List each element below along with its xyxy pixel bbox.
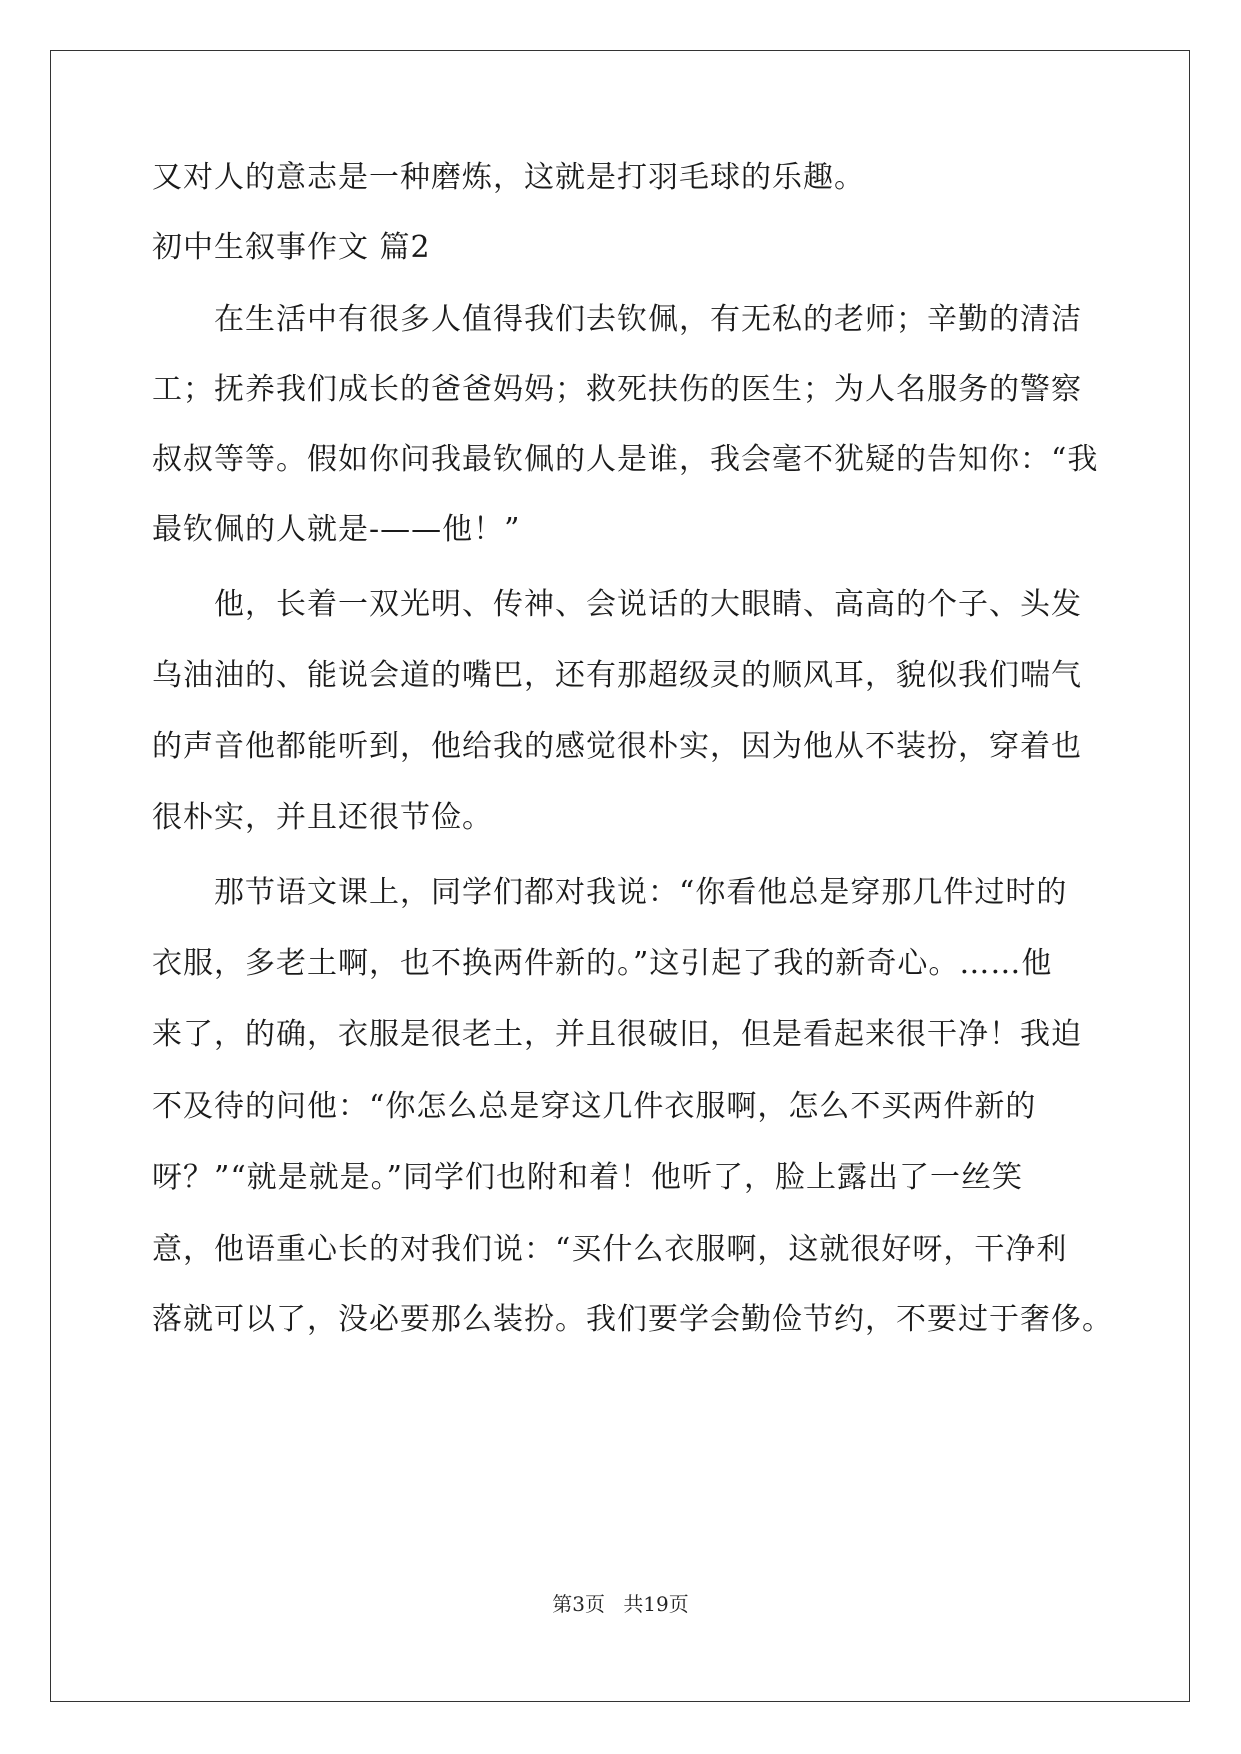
page-footer — [0, 1590, 1241, 1618]
text-line: 来了，的确，衣服是很老土，并且很破旧，但是看起来很干净！我迫 — [152, 1017, 1082, 1052]
text-line: 呀？”“就是就是。”同学们也附和着！他听了，脸上露出了一丝笑 — [152, 1160, 1024, 1195]
section-heading: 初中生叙事作文 篇2 — [152, 230, 431, 265]
text-line: 很朴实，并且还很节俭。 — [152, 800, 493, 835]
text-line: 的声音他都能听到，他给我的感觉很朴实，因为他从不装扮，穿着也 — [152, 729, 1082, 764]
text-line: 又对人的意志是一种磨炼，这就是打羽毛球的乐趣。 — [152, 160, 865, 195]
page-total: 共19页 — [623, 1592, 689, 1616]
text-line: 衣服，多老土啊，也不换两件新的。”这引起了我的新奇心。……他 — [152, 946, 1053, 981]
text-line: 叔叔等等。假如你问我最钦佩的人是谁，我会毫不犹疑的告知你：“我 — [152, 442, 1099, 477]
text-line: 不及待的问他：“你怎么总是穿这几件衣服啊，怎么不买两件新的 — [152, 1089, 1037, 1124]
text-line: 最钦佩的人就是-——他！” — [152, 512, 521, 547]
text-line: 在生活中有很多人值得我们去钦佩，有无私的老师；辛勤的清洁 — [214, 302, 1082, 337]
text-line: 落就可以了，没必要那么装扮。我们要学会勤俭节约，不要过于奢侈。 — [152, 1302, 1113, 1337]
text-line: 乌油油的、能说会道的嘴巴，还有那超级灵的顺风耳，貌似我们喘气 — [152, 658, 1082, 693]
page-number: 第3页 — [552, 1592, 605, 1616]
text-line: 工；抚养我们成长的爸爸妈妈；救死扶伤的医生；为人名服务的警察 — [152, 372, 1082, 407]
text-line: 那节语文课上，同学们都对我说：“你看他总是穿那几件过时的 — [214, 875, 1068, 910]
text-line: 他，长着一双光明、传神、会说话的大眼睛、高高的个子、头发 — [214, 587, 1082, 622]
text-line: 意，他语重心长的对我们说：“买什么衣服啊，这就很好呀，干净利 — [152, 1232, 1068, 1267]
